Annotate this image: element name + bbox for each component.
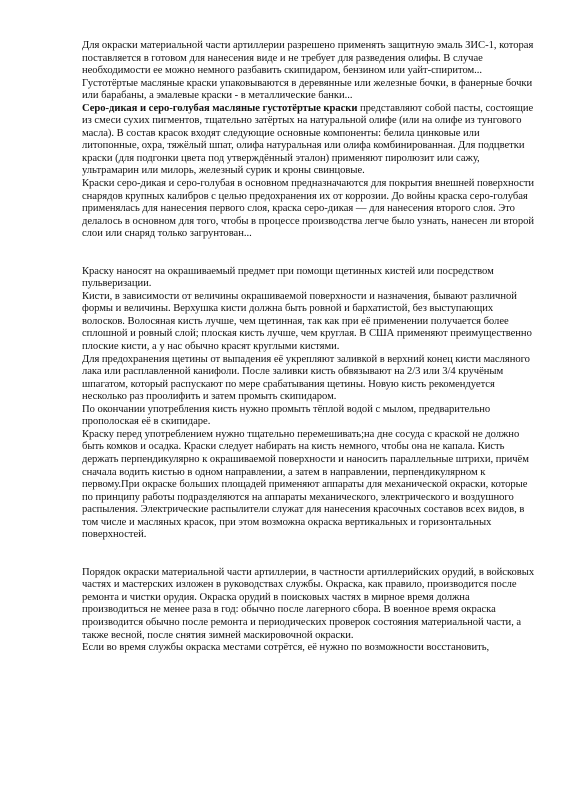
paragraph-text: Если во время службы окраска местами сотрётся, её нужно по возможности восстановить, bbox=[82, 642, 490, 654]
paragraph-bold-lead: Серо-дикая и серо-голубая масляные густотёртые краски bbox=[82, 102, 358, 114]
paragraph-11 bbox=[82, 642, 537, 655]
paragraph-9 bbox=[82, 429, 537, 542]
paragraph-text: Для предохранения щетины от выпадения её укрепляют заливкой в верхний конец кисти масляного лака или расплавленной канифоли. После заливки кисть обвязывают на 2/3 или 3/4 кручёным шпагатом, который распускают по мере срабатывания щетины. Новую кисть рекомендуется несколько раз проолифить и затем промыть скипидаром. bbox=[82, 353, 530, 403]
paragraph-text: Густотёртые масляные краски упаковываются в деревянные или железные бочки, в фанерные бочки или барабаны, а эмалевые краски - в металлические банки... bbox=[82, 77, 533, 102]
paragraph-6 bbox=[82, 291, 537, 354]
paragraph-7 bbox=[82, 354, 537, 404]
paragraph-3 bbox=[82, 103, 537, 178]
paragraph-text: представляют собой пасты, состоящие из смеси сухих пигментов, тщательно затёртых на натуральной олифе (или на олифе из тунгового масла). В состав красок входят следующие основные компоненты: белила цинковые или литопонные, охра, тяжёлый шпат, олифа натуральная или олифа комбинированная. Для подцветки краски (для подгонки цвета под утверждённый эталон) применяют пиролюзит или сажу, ультрамарин или милорь, железный сурик и кроны свинцовые. bbox=[82, 102, 534, 177]
paragraph-text: Для окраски материальной части артиллерии разрешено применять защитную эмаль ЗИС-1, которая поставляется в готовом для нанесения виде и не требует для разведения олифы. В случае необходимости ее можно немного разбавить скипидаром, бензином или уайт-спиритом... bbox=[82, 40, 534, 77]
paragraph-2 bbox=[82, 78, 537, 103]
paragraph-text: Кисти, в зависимости от величины окрашиваемой поверхности и назначения, бывают различной формы и величины. Верхушка кисти должна быть ровной и бархатистой, без выступающих волосков. Волосяная кисть лучше, чем щетинная, так как при её применении получается более сплошной и ровный слой; плоская кисть лучше, чем круглая. В США применяют преимущественно плоские кисти, а у нас обычно красят круглыми кистями. bbox=[82, 290, 532, 353]
paragraph-text: Краски серо-дикая и серо-голубая в основном предназначаются для покрытия внешней поверхности снарядов крупных калибров с целью предохранения их от коррозии. До войны краска серо-голубая применялась для нанесения первого слоя, краска серо-дикая — для нанесения второго слоя. Это делалось в основном для того, чтобы в процессе производства легче было узнать, нанесен ли второй слои или снаряд только загрунтован... bbox=[82, 178, 535, 240]
paragraph-text: Краску перед употреблением нужно тщательно перемешивать;на дне сосуда с краской не должно быть комков и осадка. Краски следует набирать на кисть немного, чтобы она не капала. Кисть держать перпендикулярно к окрашиваемой поверхности и наносить параллельные штрихи, причём сначала водить кистью в одном направлении, а затем в направлении, перпендикулярном к первому.При окраске больших площадей применяют аппараты для механической окраски, которые по принципу работы подразделяются на аппараты механического, электрического и воздушного распыления. Электрические распылители служат для нанесения красочных составов всех видов, в том числе и масляных красок, при этом возможна окраска вертикальных и горизонтальных поверхностей. bbox=[82, 428, 529, 541]
blank-line bbox=[82, 241, 537, 266]
paragraph-8 bbox=[82, 404, 537, 429]
paragraph-text: Краску наносят на окрашиваемый предмет при помощи щетинных кистей или посредством пульверизации. bbox=[82, 265, 494, 290]
blank-line bbox=[82, 542, 537, 567]
paragraph-text: По окончании употребления кисть нужно промыть тёплой водой с мылом, предварительно прополоская её в скипидаре. bbox=[82, 403, 491, 428]
paragraph-text: Порядок окраски материальной части артиллерии, в частности артиллерийских орудий, в войсковых частях и мастерских изложен в руководствах службы. Окраска, как правило, производится после ремонта и чистки орудия. Окраска орудий в поисковых частях в мирное время должна производиться не менее раза в год: обычно после лагерного сбора. В военное время окраска производится обычно после ремонта и периодических проверок состояния материальной части, а также весной, после снятия зимней маскировочной окраски. bbox=[82, 566, 535, 641]
paragraph-10 bbox=[82, 567, 537, 642]
paragraph-4 bbox=[82, 178, 537, 241]
paragraph-1 bbox=[82, 40, 537, 78]
paragraph-5 bbox=[82, 266, 537, 291]
